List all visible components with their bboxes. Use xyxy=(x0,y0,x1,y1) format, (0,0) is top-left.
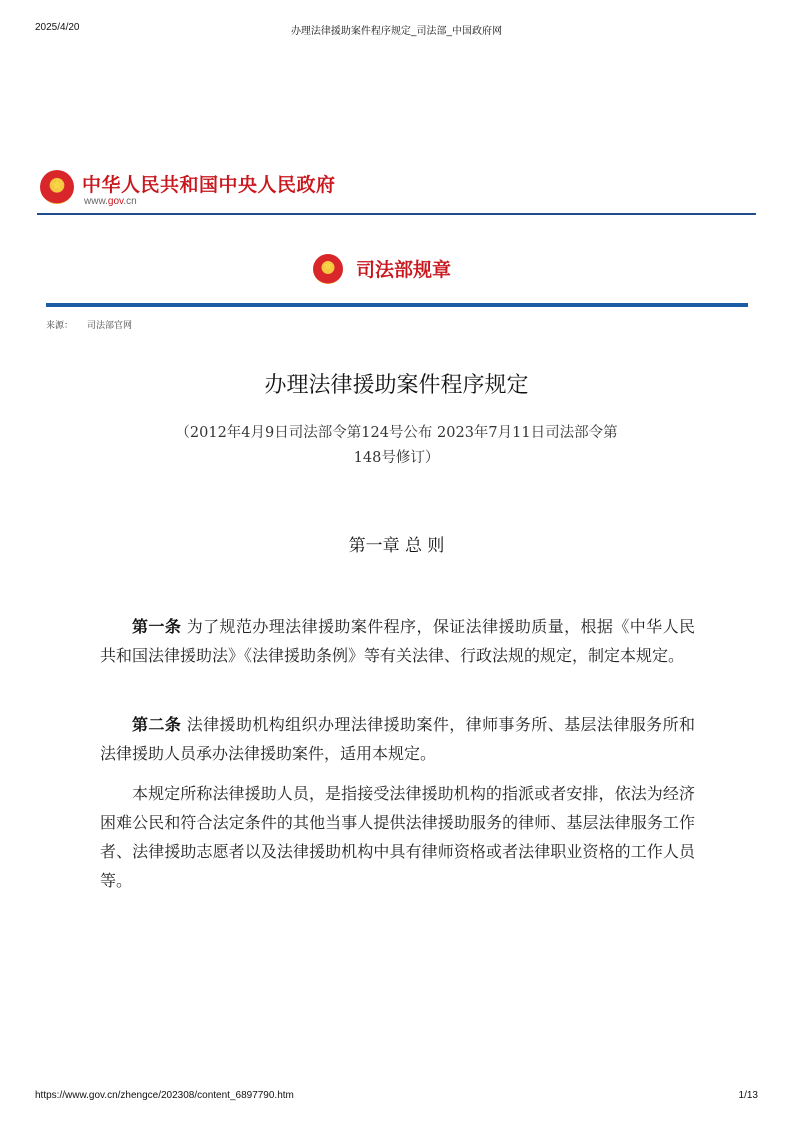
print-page-number: 1/13 xyxy=(738,1090,758,1101)
chapter-heading: 第一章 总 则 xyxy=(348,536,445,556)
section-divider xyxy=(46,303,748,307)
site-url-prefix: www. xyxy=(84,196,108,207)
site-url[interactable] xyxy=(84,196,137,207)
article-1 xyxy=(100,612,695,670)
site-name[interactable]: 中华人民共和国中央人民政府 xyxy=(82,174,336,196)
article-2-text: 法律援助机构组织办理法律援助案件，律师事务所、基层法律服务所和法律援助人员承办法律援助案件，适用本规定。 xyxy=(100,715,695,763)
article-2 xyxy=(100,710,695,768)
print-date: 2025/4/20 xyxy=(35,22,80,33)
article-2-paragraph-2: 本规定所称法律援助人员，是指接受法律援助机构的指派或者安排，依法为经济困难公民和符合法定条件的其他当事人提供法律援助服务的律师、基层法律服务工作者、法律援助志愿者以及法律援助机构中具有律师资格或者法律职业资格的工作人员等。 xyxy=(100,784,695,890)
article-2-label: 第二条 xyxy=(132,715,182,734)
national-emblem-icon xyxy=(40,170,74,204)
source-value: 司法部官网 xyxy=(87,321,133,331)
header-divider xyxy=(37,213,756,215)
source-line xyxy=(46,318,132,331)
document-subtitle-line2: 148号修订） xyxy=(353,450,440,466)
print-url: https://www.gov.cn/zhengce/202308/content_6897790.htm xyxy=(35,1090,294,1101)
article-1-label: 第一条 xyxy=(132,617,182,636)
site-url-suffix: .cn xyxy=(123,196,137,207)
document-subtitle-line1: （2012年4月9日司法部令第124号公布 2023年7月11日司法部令第 xyxy=(175,425,618,441)
article-1-text: 为了规范办理法律援助案件程序，保证法律援助质量，根据《中华人民共和国法律援助法》《法律援助条例》等有关法律、行政法规的规定，制定本规定。 xyxy=(100,617,695,665)
print-page-title: 办理法律援助案件程序规定_司法部_中国政府网 xyxy=(290,26,503,37)
document-title: 办理法律援助案件程序规定 xyxy=(264,373,529,398)
ministry-emblem-icon xyxy=(313,254,343,284)
section-title: 司法部规章 xyxy=(356,259,452,281)
site-url-highlight: gov xyxy=(107,196,124,207)
source-label: 来源： xyxy=(46,321,74,331)
